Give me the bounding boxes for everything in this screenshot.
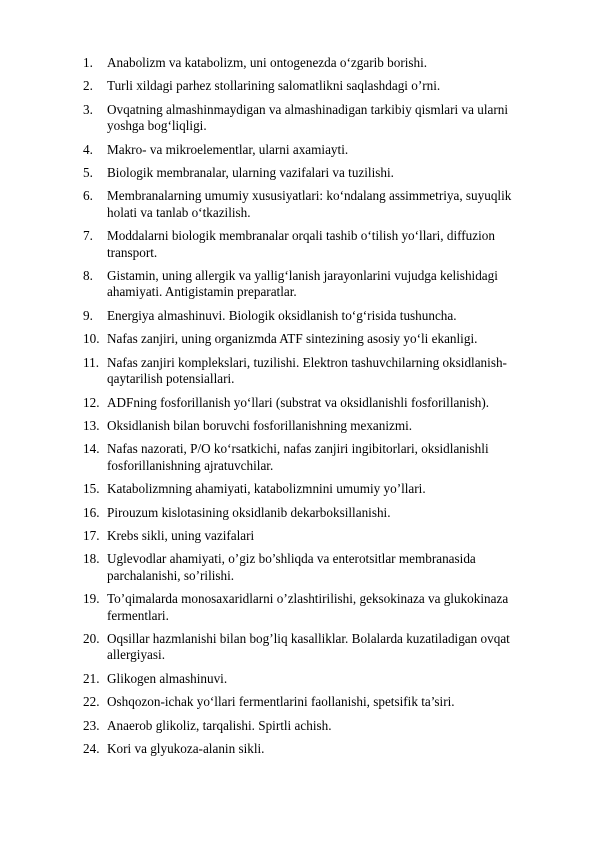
list-item-number: 13.	[83, 417, 100, 433]
list-item-number: 22.	[83, 694, 100, 710]
list-item	[83, 441, 536, 474]
list-item-text: Energiya almashinuvi. Biologik oksidlanish to‘g‘risida tushuncha.	[107, 307, 457, 323]
list-item-number: 12.	[83, 394, 100, 410]
list-item-text: Glikogen almashinuvi.	[107, 670, 228, 686]
list-item-text: Krebs sikli, uning vazifalari	[107, 527, 255, 543]
topic-list	[83, 55, 536, 757]
list-item-number: 17.	[83, 527, 100, 543]
list-item-text: Ovqatning almashinmaydigan va almashinadigan tarkibiy qismlari va ularni yoshga bog‘liqligi.	[107, 101, 509, 134]
list-item	[83, 228, 536, 261]
list-item	[83, 102, 536, 135]
list-item-text: Biologik membranalar, ularning vazifalari va tuzilishi.	[107, 165, 394, 181]
list-item	[83, 165, 536, 181]
list-item-text: Oksidlanish bilan boruvchi fosforillanishning mexanizmi.	[107, 417, 413, 433]
list-item-text: Anaerob glikoliz, tarqalishi. Spirtli achish.	[107, 717, 332, 733]
list-item-text: Membranalarning umumiy xususiyatlari: ko‘ndalang assimmetriya, suyuqlik holati va tanlab o‘tkazilish.	[107, 188, 512, 220]
list-item-number: 2.	[83, 78, 93, 94]
list-item-text: Nafas zanjiri, uning organizmda ATF sintezining asosiy yo‘li ekanligi.	[107, 331, 478, 347]
list-item-number: 1.	[83, 55, 93, 70]
list-item	[83, 142, 536, 158]
list-item-number: 20.	[83, 630, 100, 646]
list-item	[83, 551, 536, 584]
list-item	[83, 671, 536, 687]
list-item	[83, 528, 536, 544]
list-item	[83, 694, 536, 710]
list-item-text: Moddalarni biologik membranalar orqali tashib o‘tilish yo‘llari, diffuzion transport.	[107, 228, 495, 260]
list-item	[83, 505, 536, 521]
list-item	[83, 418, 536, 434]
list-item-number: 18.	[83, 551, 100, 567]
list-item-number: 6.	[83, 188, 93, 204]
list-item-number: 11.	[83, 354, 99, 370]
list-item-text: To’qimalarda monosaxaridlarni o’zlashtirilishi, geksokinaza va glukokinaza fermentlari.	[107, 591, 509, 623]
list-item-number: 7.	[83, 228, 93, 244]
list-item	[83, 308, 536, 324]
list-item-number: 14.	[83, 441, 100, 457]
list-item	[83, 395, 536, 411]
list-item-text: Gistamin, uning allergik va yallig‘lanish jarayonlarini vujudga kelishidagi ahamiyati. Antigistamin preparatlar.	[107, 268, 498, 300]
list-item	[83, 268, 536, 301]
list-item-text: Anabolizm va katabolizm, uni ontogenezda o‘zgarib borishi.	[107, 55, 428, 70]
list-item-number: 8.	[83, 268, 93, 284]
list-item-number: 10.	[83, 331, 100, 347]
list-item-number: 19.	[83, 591, 100, 607]
list-item	[83, 78, 536, 94]
list-item-text: Nafas zanjiri komplekslari, tuzilishi. Elektron tashuvchilarning oksidlanish-qaytarilish potensiallari.	[107, 354, 507, 387]
list-item-number: 24.	[83, 741, 100, 756]
list-item-number: 16.	[83, 504, 100, 520]
list-item	[83, 741, 536, 757]
list-item-text: Katabolizmning ahamiyati, katabolizmnini umumiy yo’llari.	[107, 481, 426, 497]
list-item-text: Oshqozon-ichak yo‘llari fermentlarini faollanishi, spetsifik ta’siri.	[107, 694, 455, 710]
list-item-text: Nafas nazorati, P/O ko‘rsatkichi, nafas zanjiri ingibitorlari, oksidlanishli fosforillanishning ajratuvchilar.	[107, 441, 489, 473]
list-item-text: Makro- va mikroelementlar, ularni axamiayti.	[107, 141, 349, 157]
list-item-number: 23.	[83, 717, 100, 733]
list-item-number: 9.	[83, 307, 93, 323]
list-item	[83, 591, 536, 624]
list-item	[83, 188, 536, 221]
list-item-text: Uglevodlar ahamiyati, o’giz bo’shliqda va enterotsitlar membranasida parchalanishi, so’rilishi.	[107, 551, 476, 583]
list-item	[83, 481, 536, 497]
list-item-text: Pirouzum kislotasining oksidlanib dekarboksillanishi.	[107, 504, 391, 520]
list-item	[83, 631, 536, 664]
list-item-text: ADFning fosforillanish yo‘llari (substrat va oksidlanishli fosforillanish).	[107, 394, 490, 410]
list-item-text: Kori va glyukoza-alanin sikli.	[107, 741, 265, 756]
list-item-number: 3.	[83, 101, 93, 117]
list-item	[83, 55, 536, 71]
list-item-number: 5.	[83, 165, 93, 181]
list-item	[83, 718, 536, 734]
list-item-number: 15.	[83, 481, 100, 497]
list-item	[83, 355, 536, 388]
list-item-text: Turli xildagi parhez stollarining salomatlikni saqlashdagi o’rni.	[107, 78, 441, 94]
list-item	[83, 331, 536, 347]
list-item-text: Oqsillar hazmlanishi bilan bog’liq kasalliklar. Bolalarda kuzatiladigan ovqat allergiyasi.	[107, 630, 510, 663]
list-item-number: 21.	[83, 670, 100, 686]
list-item-number: 4.	[83, 141, 93, 157]
